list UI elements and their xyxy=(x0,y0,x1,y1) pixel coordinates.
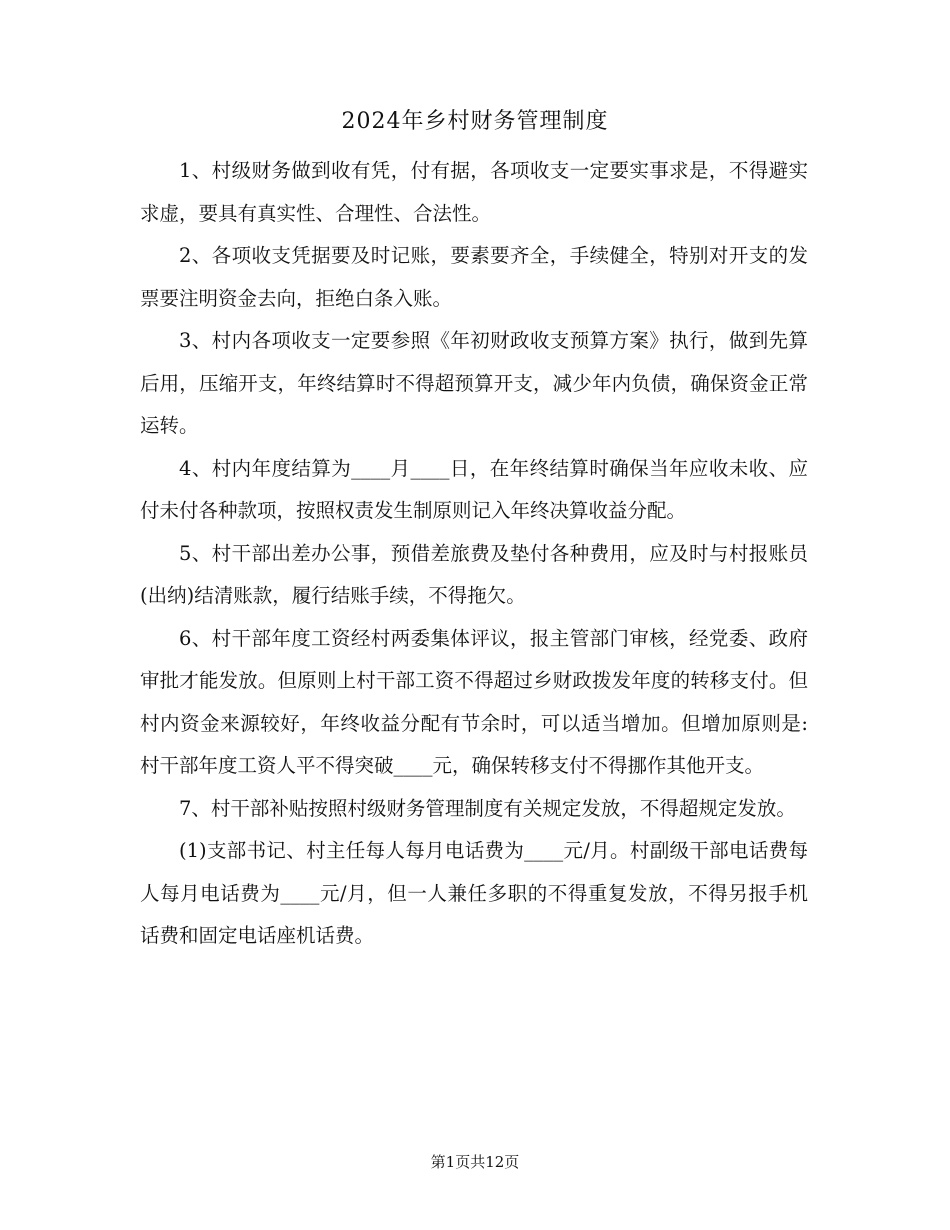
page-indicator: 第1页共12页 xyxy=(430,1153,520,1171)
paragraph-4: 4、村内年度结算为____月____日，在年终结算时确保当年应收未收、应付未付各种款项，按照权责发生制原则记入年终决算收益分配。 xyxy=(140,456,808,522)
document-title: 2024年乡村财务管理制度 xyxy=(341,109,609,134)
paragraph-2: 2、各项收支凭据要及时记账，要素要齐全，手续健全，特别对开支的发票要注明资金去向，拒绝白条入账。 xyxy=(140,244,808,310)
paragraph-1: 1、村级财务做到收有凭，付有据，各项收支一定要实事求是，不得避实求虚，要具有真实性、合理性、合法性。 xyxy=(140,159,808,225)
paragraph-5: 5、村干部出差办公事，预借差旅费及垫付各种费用，应及时与村报账员(出纳)结清账款，履行结账手续，不得拖欠。 xyxy=(140,541,808,607)
paragraph-8: (1)支部书记、村主任每人每月电话费为____元/月。村副级干部电话费每人每月电话费为____元/月，但一人兼任多职的不得重复发放，不得另报手机话费和固定电话座机话费。 xyxy=(140,839,808,947)
paragraph-7: 7、村干部补贴按照村级财务管理制度有关规定发放，不得超规定发放。 xyxy=(179,796,796,820)
document-body xyxy=(140,150,808,958)
paragraph-3: 3、村内各项收支一定要参照《年初财政收支预算方案》执行，做到先算后用，压缩开支，年终结算时不得超预算开支，减少年内负债，确保资金正常运转。 xyxy=(140,329,808,437)
paragraph-6: 6、村干部年度工资经村两委集体评议，报主管部门审核，经党委、政府审批才能发放。但原则上村干部工资不得超过乡财政拨发年度的转移支付。但村内资金来源较好，年终收益分配有节余时，可以适当增加。但增加原则是:村干部年度工资人平不得突破____元，确保转移支付不得挪作其他开支。 xyxy=(140,626,808,777)
